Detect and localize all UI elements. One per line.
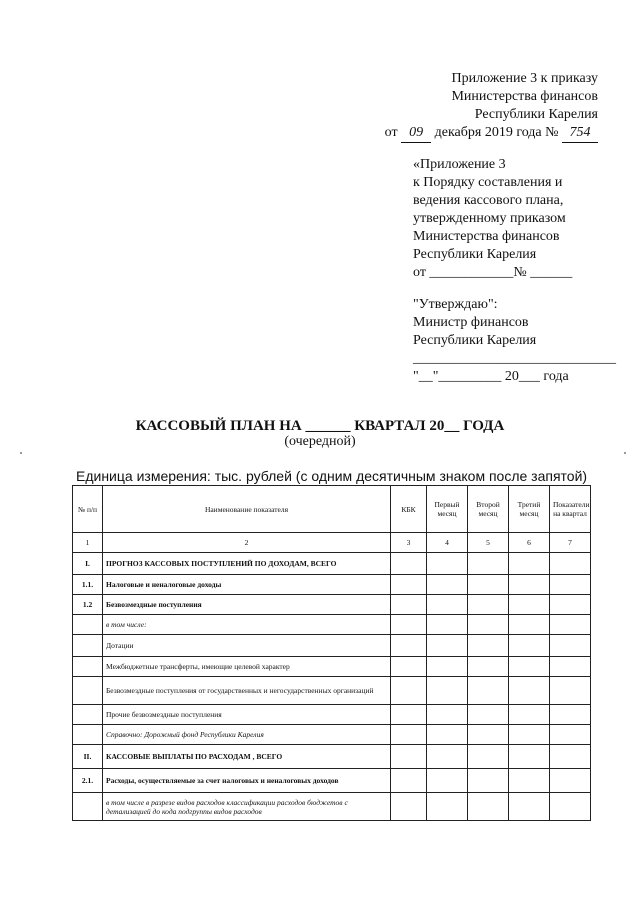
header-cell: Показатели на квартал	[550, 486, 591, 533]
table-row	[73, 575, 591, 595]
approval-line: Республики Карелия	[413, 333, 537, 348]
value-cell	[427, 657, 468, 677]
header-line-3: Республики Карелия	[474, 107, 598, 122]
value-cell	[468, 705, 509, 725]
value-cell	[427, 635, 468, 657]
value-cell	[391, 677, 427, 705]
table-body	[73, 553, 591, 821]
value-cell	[550, 769, 591, 793]
value-cell	[468, 769, 509, 793]
value-cell	[550, 677, 591, 705]
row-number	[73, 635, 103, 657]
value-cell	[550, 725, 591, 745]
value-cell	[550, 615, 591, 635]
value-cell	[468, 553, 509, 575]
value-cell	[468, 595, 509, 615]
column-number-row	[73, 533, 591, 553]
value-cell	[468, 745, 509, 769]
table-row	[73, 705, 591, 725]
header-cell: Второй месяц	[468, 486, 509, 533]
row-indicator-name: Безвозмездные поступления от государственных и негосударственных организаций	[103, 677, 391, 705]
row-number	[73, 657, 103, 677]
value-cell	[427, 595, 468, 615]
value-cell	[468, 615, 509, 635]
row-number: 1.2	[73, 595, 103, 615]
header-cell: Первый месяц	[427, 486, 468, 533]
value-cell	[509, 635, 550, 657]
value-cell	[509, 793, 550, 821]
value-cell	[468, 793, 509, 821]
row-indicator-name: Справочно: Дорожный фонд Республики Карелия	[103, 725, 391, 745]
value-cell	[509, 745, 550, 769]
value-cell	[468, 635, 509, 657]
header-cell: № п/п	[73, 486, 103, 533]
table-row	[73, 635, 591, 657]
signature-line: _____________________________	[413, 351, 616, 366]
row-number	[73, 725, 103, 745]
table-row	[73, 657, 591, 677]
value-cell	[509, 725, 550, 745]
column-number: 6	[509, 533, 550, 553]
table-row	[73, 553, 591, 575]
value-cell	[427, 677, 468, 705]
value-cell	[391, 657, 427, 677]
row-indicator-name: Дотации	[103, 635, 391, 657]
value-cell	[427, 615, 468, 635]
row-number: 2.1.	[73, 769, 103, 793]
column-number: 5	[468, 533, 509, 553]
appendix-block	[413, 156, 572, 282]
table-row	[73, 725, 591, 745]
row-number	[73, 615, 103, 635]
row-indicator-name: в том числе:	[103, 615, 391, 635]
cash-plan-table	[72, 485, 591, 821]
column-number: 3	[391, 533, 427, 553]
approval-date-line: "__"_________ 20___ года	[413, 369, 569, 384]
row-indicator-name: КАССОВЫЕ ВЫПЛАТЫ ПО РАСХОДАМ , ВСЕГО	[103, 745, 391, 769]
value-cell	[391, 595, 427, 615]
value-cell	[509, 769, 550, 793]
column-number: 2	[103, 533, 391, 553]
table-row	[73, 745, 591, 769]
appendix-line: к Порядку составления и	[413, 175, 563, 190]
appendix-line: Министерства финансов	[413, 229, 560, 244]
approval-line: Министр финансов	[413, 315, 529, 330]
scan-speck	[20, 452, 22, 454]
row-indicator-name: в том числе в разрезе видов расходов классификации расходов бюджетов с детализацией до кода подгруппы видов расходов	[103, 793, 391, 821]
value-cell	[427, 769, 468, 793]
table-row	[73, 595, 591, 615]
date-day: 09	[401, 124, 431, 143]
header-line-2: Министерства финансов	[451, 89, 598, 104]
value-cell	[427, 725, 468, 745]
value-cell	[427, 705, 468, 725]
value-cell	[391, 745, 427, 769]
row-number: 1.1.	[73, 575, 103, 595]
document-title: КАССОВЫЙ ПЛАН НА ______ КВАРТАЛ 20__ ГОДА	[135, 418, 505, 434]
value-cell	[391, 615, 427, 635]
row-number	[73, 677, 103, 705]
value-cell	[550, 595, 591, 615]
appendix-line: ведения кассового плана,	[413, 193, 564, 208]
header-cell: Наименование показателя	[103, 486, 391, 533]
column-number: 7	[550, 533, 591, 553]
table-row	[73, 793, 591, 821]
row-number	[73, 793, 103, 821]
value-cell	[468, 725, 509, 745]
value-cell	[509, 705, 550, 725]
appendix-line: от ____________№ ______	[413, 265, 573, 280]
row-number: I.	[73, 553, 103, 575]
table-header-row	[73, 486, 591, 533]
value-cell	[468, 575, 509, 595]
value-cell	[427, 575, 468, 595]
appendix-line: «Приложение 3	[413, 157, 506, 172]
value-cell	[509, 595, 550, 615]
row-indicator-name: Расходы, осуществляемые за счет налоговых и неналоговых доходов	[103, 769, 391, 793]
value-cell	[509, 575, 550, 595]
value-cell	[509, 657, 550, 677]
header-cell: КБК	[391, 486, 427, 533]
value-cell	[550, 705, 591, 725]
row-number	[73, 705, 103, 725]
row-indicator-name: Межбюджетные трансферты, имеющие целевой характер	[103, 657, 391, 677]
column-number: 4	[427, 533, 468, 553]
value-cell	[391, 769, 427, 793]
value-cell	[468, 657, 509, 677]
value-cell	[550, 635, 591, 657]
row-number: II.	[73, 745, 103, 769]
value-cell	[391, 575, 427, 595]
row-indicator-name: ПРОГНОЗ КАССОВЫХ ПОСТУПЛЕНИЙ ПО ДОХОДАМ, ВСЕГО	[103, 553, 391, 575]
value-cell	[550, 575, 591, 595]
column-number: 1	[73, 533, 103, 553]
value-cell	[391, 635, 427, 657]
value-cell	[427, 793, 468, 821]
value-cell	[550, 657, 591, 677]
appendix-line: Республики Карелия	[413, 247, 537, 262]
value-cell	[391, 793, 427, 821]
value-cell	[391, 725, 427, 745]
date-rest: декабря 2019 года №	[434, 125, 559, 140]
header-cell: Третий месяц	[509, 486, 550, 533]
value-cell	[509, 553, 550, 575]
scan-speck	[624, 452, 626, 454]
value-cell	[427, 745, 468, 769]
row-indicator-name: Прочие безвозмездные поступления	[103, 705, 391, 725]
value-cell	[550, 553, 591, 575]
document-subtitle: (очередной)	[284, 434, 356, 449]
table-row	[73, 769, 591, 793]
approval-line: "Утверждаю":	[413, 297, 498, 312]
value-cell	[468, 677, 509, 705]
units-line: Единица измерения: тыс. рублей (с одним десятичным знаком после запятой)	[76, 468, 588, 484]
row-indicator-name: Налоговые и неналоговые доходы	[103, 575, 391, 595]
value-cell	[550, 793, 591, 821]
header-line-1: Приложение 3 к приказу	[451, 71, 598, 86]
header-date-line	[385, 124, 598, 143]
approval-block	[413, 296, 616, 386]
table-row	[73, 677, 591, 705]
value-cell	[391, 553, 427, 575]
value-cell	[550, 745, 591, 769]
date-prefix: от	[384, 125, 398, 140]
appendix-line: утвержденному приказом	[413, 211, 566, 226]
value-cell	[427, 553, 468, 575]
row-indicator-name: Безвозмездные поступления	[103, 595, 391, 615]
value-cell	[509, 677, 550, 705]
order-number: 754	[562, 124, 598, 143]
value-cell	[391, 705, 427, 725]
value-cell	[509, 615, 550, 635]
table-row	[73, 615, 591, 635]
